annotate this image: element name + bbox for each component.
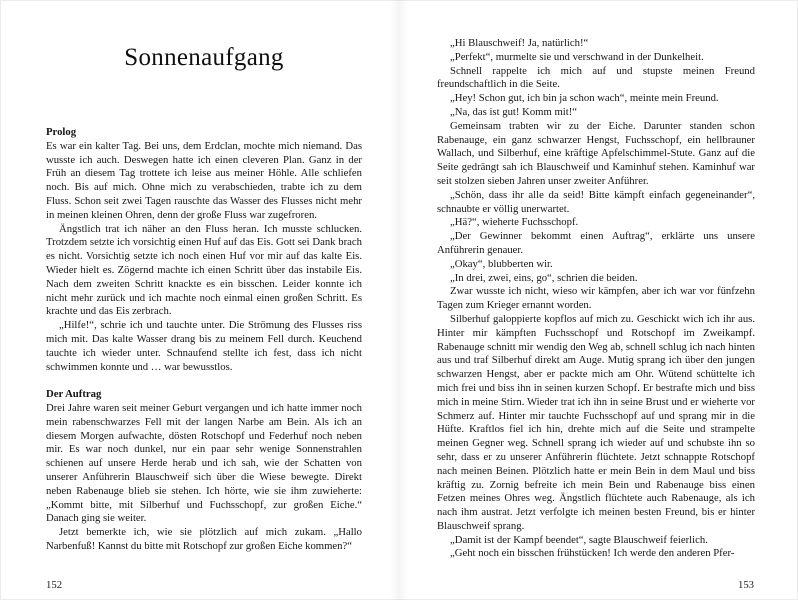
paragraph: Es war ein kalter Tag. Bei uns, dem Erdclan, mochte mich niemand. Das wusste ich auch. Deswegen hatte ich einen cleveren Plan. Ganz in der Früh an diesem Tag trottete ich leise aus meiner Höhle. Alle schliefen noch. Bis auf mich. Ohne mich zu verabschieden, trabte ich zu dem Fluss. Schon seit zwei Tagen rauschte das Wasser des Flusses nicht mehr in meinen kleinen Ohren, denn der große Fluss war zugefroren.: [46, 139, 362, 221]
paragraph: „Geht noch ein bisschen frühstücken! Ich werde den anderen Pfer-: [450, 547, 735, 560]
paragraph: „Hilfe!“, schrie ich und tauchte unter. Die Strömung des Flusses riss mich mit. Das kalte Wasser drang bis zu meinem Fell durch. Keuchend tauchte ich wieder unter. Schnaufend stellte ich fest, dass ich nicht schwimmen konnte und … war bewusstlos.: [46, 319, 362, 373]
paragraph: Ängstlich trat ich näher an den Fluss heran. Ich musste schlucken. Trotzdem setzte ich vorsichtig einen Huf auf das Eis. Gott sei Dank brach es nicht. Vorsichtig setzte ich noch einen Huf vor mir auf das kalte Eis. Wieder hielt es. Zögernd machte ich einen Schritt über das instabile Eis. Nach dem zweiten Schritt knackte es ein bisschen. Leider konnte ich nicht mehr zurück und ich machte noch einmal einen großen Schritt. Es krachte und das Eis zerbrach.: [46, 222, 362, 318]
right-page-body: [437, 37, 755, 561]
chapter-title: Sonnenaufgang: [124, 44, 284, 71]
paragraph: Schnell rappelte ich mich auf und stupste meinen Freund freundschaftlich in die Seite.: [437, 64, 755, 91]
paragraph: „Okay“, blubberten wir.: [450, 257, 553, 270]
paragraph: „In drei, zwei, eins, go“, schrien die beiden.: [450, 271, 638, 284]
paragraph: Zwar wusste ich nicht, wieso wir kämpfen, aber ich war vor fünfzehn Tagen zum Krieger ernannt worden.: [437, 285, 755, 312]
section-heading: Prolog: [46, 126, 77, 138]
paragraph: „Na, das ist gut! Komm mit!“: [450, 105, 578, 118]
paragraph: „Hi Blauschweif! Ja, natürlich!“: [450, 37, 589, 49]
page-number-left: 152: [46, 579, 63, 591]
paragraph: „Der Gewinner bekommt einen Auftrag“, erklärte uns unsere Anführerin genauer.: [437, 230, 755, 256]
paragraph: „Hey! Schon gut, ich bin ja schon wach“, meinte mein Freund.: [450, 92, 719, 105]
right-page: [399, 0, 798, 600]
paragraph: „Damit ist der Kampf beendet“, sagte Blauschweif feierlich.: [450, 533, 708, 546]
section-heading: Der Auftrag: [46, 388, 102, 401]
paragraph: Drei Jahre waren seit meiner Geburt vergangen und ich hatte immer noch mein rabenschwarzes Fell mit der langen Narbe am Bein. Als ich an diesem Morgen aufwachte, dösten Rotschopf und Federhuf noch neben mir. Es war noch dunkel, nur ein paar sehr wenige Sonnenstrahlen schienen auf unsere Herde herab und ich sah, wie der Schatten von unserer Anführerin Blauschweif sich über die Wiese bewegte. Direkt neben Rabenauge blieb sie stehen. Ich hörte, wie sie ihm zuwieherte: „Kommt bitte, mit Silberhuf und Fuchsschopf, zur großen Eiche.“ Danach ging sie weiter.: [46, 401, 362, 525]
paragraph: „Schön, dass ihr alle da seid! Bitte kämpft einfach gegeneinander“, schnaubte er völlig unerwartet.: [437, 188, 755, 215]
paragraph: Silberhuf galoppierte kopflos auf mich zu. Geschickt wich ich ihr aus. Hinter mir kämpften Fuchsschopf und Rotschopf im Zweikampf. Rabenauge schnitt mir wendig den Weg ab, schnell schlug ich nach hinten aus und traf Silberhuf direkt am Auge. Mutig sprang ich über den jungen schwarzen Hengst, aber er packte mich am Ohr. Wütend schüttelte ich mich frei und biss ihn in seinen kurzen Schopf. Er bestrafte mich und biss mich in meine Stirn. Wieder trat ich ihn in seine Brust und er wieherte vor Schmerz auf. Hinter mir tauchte Fuchsschopf auf und sprang mir in die Hüfte. Kraftlos fiel ich hin, drehte mich auf die Seite und strampelte meinen Gegner weg. Schnell sprang ich wieder auf und schubste ihn so sehr, dass er zu unserer Anführerin flüchtete. Jetzt schnappte Rotschopf nach meinen Beinen. Plötzlich hatte er mein Bein in dem Maul und biss kräftig zu. Zornig befreite ich mein Bein und Rabenauge biss einen Fetzen meines Ohres weg. Ängstlich flüchtete auch Rabenauge, als ich nach ihm austrat. Jetzt verfolgte ich meinen besten Freund, bis er hinter Blauschweif sprang.: [437, 312, 755, 532]
left-page-body: [46, 126, 362, 554]
page-number-right: 153: [737, 579, 754, 591]
paragraph: Gemeinsam trabten wir zu der Eiche. Darunter standen schon Rabenauge, ein ganz schwarzer Hengst, Fuchsschopf, ein hellbrauner Wallach, und Silberhuf, eine kräftige Apfelschimmel-Stute. Ganz auf die Seite gedrängt sah ich Blauschweif und Kaminhuf stehen. Kaminhuf war seit stolzen sieben Jahren unser zweiter Anführer.: [437, 119, 755, 187]
paragraph: Jetzt bemerkte ich, wie sie plötzlich auf mich zukam. „Hallo Narbenfuß! Kannst du bitte mit Rotschopf zur großen Eiche kommen?“: [46, 526, 362, 552]
paragraph: „Hä?“, wieherte Fuchsschopf.: [450, 216, 579, 229]
paragraph: „Perfekt“, murmelte sie und verschwand in der Dunkelheit.: [450, 50, 704, 63]
